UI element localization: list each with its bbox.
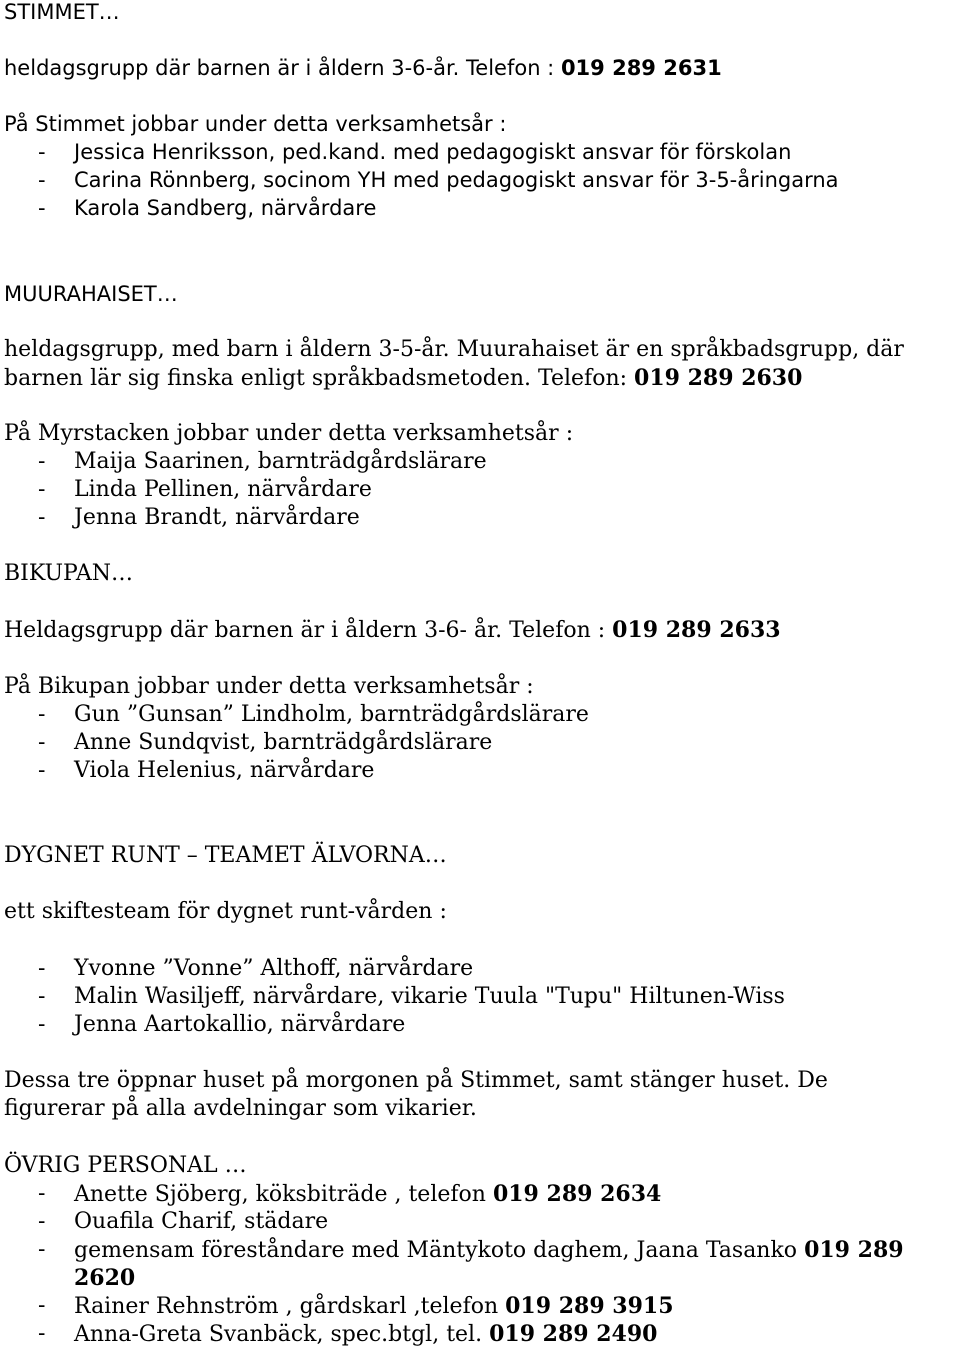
bikupan-intro: På Bikupan jobbar under detta verksamhetsår : xyxy=(4,674,534,699)
list-item: - Jenna Brandt, närvårdare xyxy=(38,505,360,530)
list-item: - Rainer Rehnström , gårdskarl ,telefon 019 289 3915 xyxy=(38,1293,674,1319)
list-item: - Anette Sjöberg, köksbiträde , telefon 019 289 2634 xyxy=(38,1181,662,1207)
list-item: - Viola Helenius, närvårdare xyxy=(38,758,375,783)
section-heading-dygnet-runt: DYGNET RUNT – TEAMET ÄLVORNA… xyxy=(4,843,447,868)
stimmet-phone: 019 289 2631 xyxy=(560,56,722,80)
list-item: - Maija Saarinen, barnträdgårdslärare xyxy=(38,449,487,474)
list-item: - Linda Pellinen, närvårdare xyxy=(38,477,372,502)
list-item: - Karola Sandberg, närvårdare xyxy=(38,196,377,220)
phone-number: 019 289 2634 xyxy=(492,1181,662,1207)
list-item: - gemensam föreståndare med Mäntykoto daghem, Jaana Tasanko 019 289 xyxy=(38,1237,904,1263)
muurahaiset-intro: På Myrstacken jobbar under detta verksamhetsår : xyxy=(4,421,574,446)
section-heading-ovrig-personal: ÖVRIG PERSONAL … xyxy=(4,1153,247,1178)
section-heading-bikupan: BIKUPAN… xyxy=(4,561,133,586)
dygnet-description: ett skiftesteam för dygnet runt-vården : xyxy=(4,899,447,924)
list-item: - Ouafila Charif, städare xyxy=(38,1209,329,1234)
section-heading-stimmet: STIMMET… xyxy=(4,0,120,24)
list-item: - Jessica Henriksson, ped.kand. med pedagogiskt ansvar för förskolan xyxy=(38,140,792,164)
list-item: - Yvonne ”Vonne” Althoff, närvårdare xyxy=(38,956,474,981)
list-item: - Jenna Aartokallio, närvårdare xyxy=(38,1012,406,1037)
list-item-continuation: 2620 xyxy=(74,1265,136,1291)
section-heading-muurahaiset: MUURAHAISET… xyxy=(4,282,178,306)
phone-number: 019 289 2490 xyxy=(489,1321,658,1347)
muurahaiset-phone: 019 289 2630 xyxy=(634,365,803,391)
phone-number: 019 289 3915 xyxy=(505,1293,674,1319)
list-item: - Carina Rönnberg, socinom YH med pedagogiskt ansvar för 3-5-åringarna xyxy=(38,168,839,192)
list-item: - Malin Wasiljeff, närvårdare, vikarie Tuula "Tupu" Hiltunen-Wiss xyxy=(38,984,785,1009)
phone-number: 019 289 xyxy=(804,1237,904,1263)
dygnet-note-line2: figurerar på alla avdelningar som vikarier. xyxy=(4,1096,477,1121)
bikupan-description: Heldagsgrupp där barnen är i åldern 3-6- år. Telefon : 019 289 2633 xyxy=(4,617,781,643)
bikupan-phone: 019 289 2633 xyxy=(612,617,781,643)
muurahaiset-description-line1: heldagsgrupp, med barn i åldern 3-5-år. Muurahaiset är en språkbadsgrupp, där xyxy=(4,337,904,362)
list-item: - Anne Sundqvist, barnträdgårdslärare xyxy=(38,730,493,755)
dygnet-note-line1: Dessa tre öppnar huset på morgonen på Stimmet, samt stänger huset. De xyxy=(4,1068,828,1093)
muurahaiset-description-line2: barnen lär sig finska enligt språkbadsmetoden. Telefon: 019 289 2630 xyxy=(4,365,803,391)
stimmet-intro: På Stimmet jobbar under detta verksamhetsår : xyxy=(4,112,507,136)
list-item: - Gun ”Gunsan” Lindholm, barnträdgårdslärare xyxy=(38,702,589,727)
list-item: - Anna-Greta Svanbäck, spec.btgl, tel. 019 289 2490 xyxy=(38,1321,658,1347)
stimmet-description: heldagsgrupp där barnen är i åldern 3-6-år. Telefon : 019 289 2631 xyxy=(4,56,722,80)
